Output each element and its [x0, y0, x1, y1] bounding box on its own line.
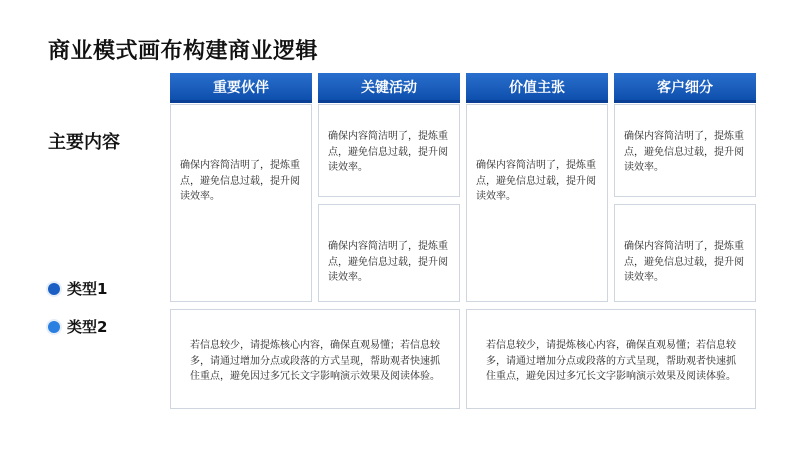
cell-customer-segments-top: [614, 104, 756, 197]
cell-text: 确保内容简洁明了，提炼重点，避免信息过载，提升阅读效率。: [624, 131, 744, 173]
legend-dot-icon: [48, 321, 60, 333]
cell-customer-segments-bottom: [614, 204, 756, 302]
cell-text: 确保内容简洁明了，提炼重点，避免信息过载，提升阅读效率。: [328, 241, 448, 283]
cell-key-activities-top: [318, 104, 460, 197]
header-key-activities: 关键活动: [318, 73, 460, 103]
legend-item-type2: [48, 316, 107, 337]
cell-key-partners: [170, 104, 312, 302]
cell-text: 若信息较少，请提炼核心内容，确保直观易懂；若信息较多，请通过增加分点或段落的方式呈现，帮助观者快速抓住重点，避免因过多冗长文字影响演示效果及阅读体验。: [190, 340, 440, 382]
section-label: 主要内容: [48, 132, 120, 153]
legend-label: 类型2: [67, 318, 108, 336]
cell-value-proposition: [466, 104, 608, 302]
cell-bottom-right: [466, 309, 756, 409]
cell-bottom-left: [170, 309, 460, 409]
cell-text: 若信息较少，请提炼核心内容，确保直观易懂；若信息较多，请通过增加分点或段落的方式呈现，帮助观者快速抓住重点，避免因过多冗长文字影响演示效果及阅读体验。: [486, 340, 736, 382]
legend-dot-icon: [48, 283, 60, 295]
page-title: 商业模式画布构建商业逻辑: [48, 39, 319, 64]
cell-text: 确保内容简洁明了，提炼重点，避免信息过载，提升阅读效率。: [624, 241, 744, 283]
header-key-partners: 重要伙伴: [170, 73, 312, 103]
cell-text: 确保内容简洁明了，提炼重点，避免信息过载，提升阅读效率。: [476, 160, 596, 202]
cell-key-activities-bottom: [318, 204, 460, 302]
header-value-proposition: 价值主张: [466, 73, 608, 103]
cell-text: 确保内容简洁明了，提炼重点，避免信息过载，提升阅读效率。: [328, 131, 448, 173]
legend-label: 类型1: [67, 280, 108, 298]
legend-item-type1: [48, 278, 107, 299]
cell-text: 确保内容简洁明了，提炼重点，避免信息过载，提升阅读效率。: [180, 160, 300, 202]
header-customer-segments: 客户细分: [614, 73, 756, 103]
